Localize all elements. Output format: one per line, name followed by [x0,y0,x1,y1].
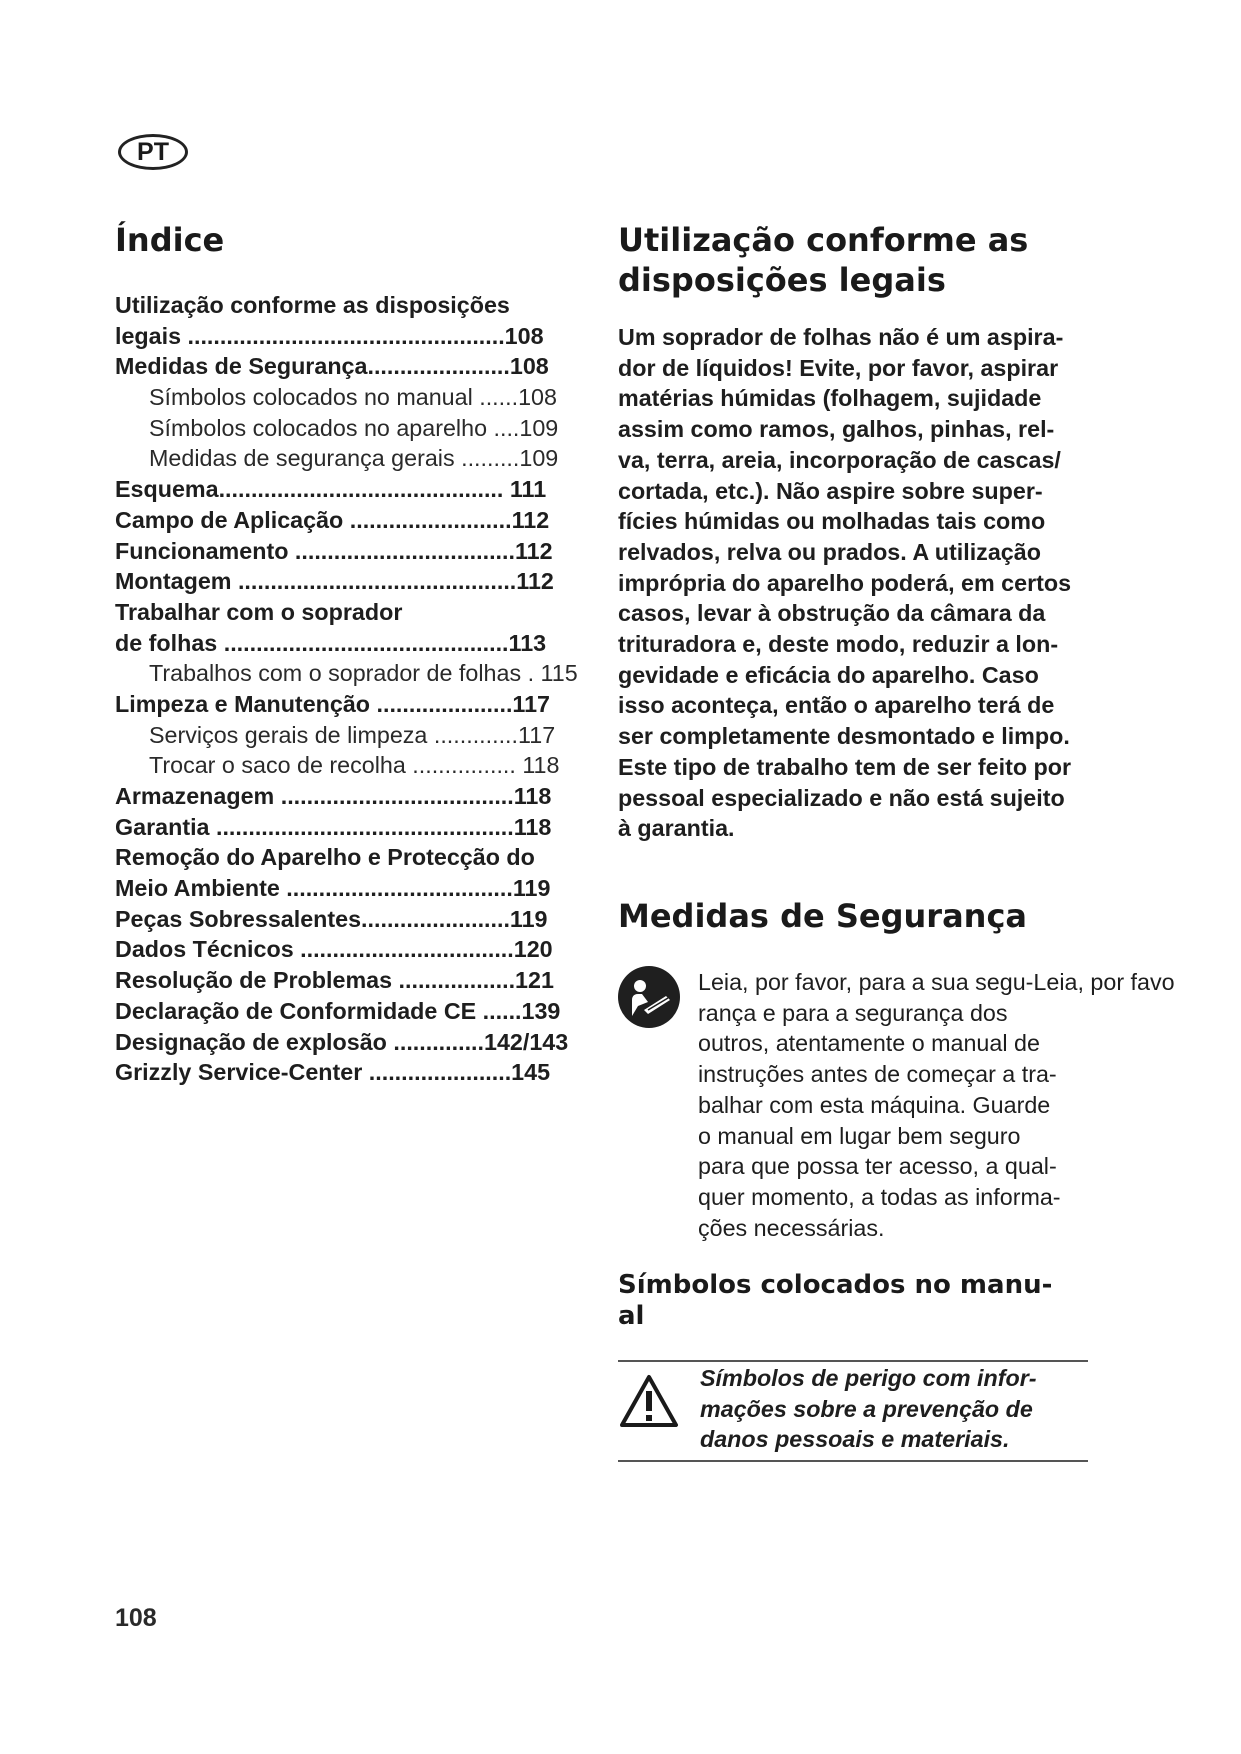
toc-entry: Peças Sobressalentes.......................119 [115,905,548,932]
toc-entry: Utilização conforme as disposições [115,292,510,318]
toc-entry: legais .................................................108 [115,322,544,349]
toc-entry: Garantia ..............................................118 [115,813,552,840]
toc-entry: Meio Ambiente ...................................119 [115,875,551,902]
toc-entry: Limpeza e Manutenção .....................117 [115,690,551,717]
text-line: para que possa ter acesso, a qual- [698,1153,1057,1180]
toc-entry: Medidas de segurança gerais .........109 [149,445,559,472]
toc-entry: Símbolos colocados no aparelho ....109 [149,414,559,441]
symbols-title: Símbolos colocados no manu- al [618,1270,1053,1331]
text-line: trituradora e, deste modo, reduzir a lon- [618,631,1059,658]
text-line: mações sobre a prevenção de [700,1395,1033,1422]
text-line: ser completamente desmontado e limpo. [618,723,1070,750]
toc-entry: Armazenagem ....................................118 [115,783,552,809]
toc-entry: Trabalhar com o soprador [115,598,403,625]
text-line: va, terra, areia, incorporação de cascas/ [618,446,1061,473]
text-line: gevidade e eficácia do aparelho. Caso [618,661,1039,688]
text-line: isso aconteça, então o aparelho terá de [618,692,1055,719]
text-line: dor de líquidos! Evite, por favor, aspirar [618,354,1059,381]
text-line: imprópria do aparelho poderá, em certos [618,569,1072,596]
text-line: Este tipo de trabalho tem de ser feito por [618,753,1072,780]
text-line: cortada, etc.). Não aspire sobre super- [618,477,1043,504]
toc-entry: Designação de explosão ..............142/143 [115,1028,569,1055]
text-line: balhar com esta máquina. Guarde [698,1091,1051,1118]
text-line: rança e para a segurança dos [698,999,1008,1026]
text-line: matérias húmidas (folhagem, sujidade [618,385,1042,412]
safety-title: Medidas de Segurança [618,897,1028,935]
text-line: Um soprador de folhas não é um aspira- [618,324,1064,350]
text-line: outros, atentamente o manual de [698,1030,1040,1057]
toc-entry: Serviços gerais de limpeza .............117 [149,721,556,748]
text-line: Símbolos de perigo com infor- [700,1365,1037,1391]
toc-entry: Remoção do Aparelho e Protecção do [115,844,535,871]
usage-title: Utilização conforme as disposições legais [618,221,1029,299]
divider-top [618,1360,1088,1362]
toc-entry: Trabalhos com o soprador de folhas . 115 [149,660,578,687]
language-badge: PT [118,134,188,170]
toc-entry: Medidas de Segurança......................108 [115,353,549,380]
toc-entry: Funcionamento ..................................112 [115,537,553,564]
text-line: fícies húmidas ou molhadas tais como [618,508,1046,535]
toc-entry: de folhas ............................................113 [115,629,547,656]
text-line: casos, levar à obstrução da câmara da [618,600,1046,627]
text-line: relvados, relva ou prados. A utilização [618,538,1041,565]
text-line: ções necessárias. [698,1214,885,1241]
toc-entry: Montagem ...........................................112 [115,568,554,595]
toc-entry: Trocar o saco de recolha ................ 118 [149,752,560,779]
usage-body [618,322,1071,844]
text-line: instruções antes de começar a tra- [698,1061,1057,1088]
text-line: Leia, por favor, para a sua segu-Leia, por favo [698,969,1175,995]
text-line: quer momento, a todas as informa- [698,1183,1061,1210]
page-number: 108 [115,1604,157,1632]
toc-entry: Símbolos colocados no manual ......108 [149,384,557,411]
toc-entry: Esquema............................................ 111 [115,476,547,503]
warning-triangle-icon [618,1373,680,1429]
toc-entry: Declaração de Conformidade CE ......139 [115,997,561,1024]
toc-entry: Campo de Aplicação .........................112 [115,506,550,533]
toc-entry: Resolução de Problemas ..................121 [115,967,554,994]
table-of-contents [115,290,615,1088]
index-title: Índice [115,221,225,259]
toc-entry: Dados Técnicos .................................120 [115,936,553,963]
warning-text [700,1363,1037,1455]
text-line: pessoal especializado e não está sujeito [618,784,1065,811]
text-line: danos pessoais e materiais. [700,1426,1010,1453]
divider-bottom [618,1460,1088,1462]
text-line: assim como ramos, galhos, pinhas, rel- [618,416,1055,443]
text-line: o manual em lugar bem seguro [698,1122,1021,1149]
text-line: à garantia. [618,815,735,842]
read-manual-icon [618,966,680,1028]
toc-entry: Grizzly Service-Center ......................145 [115,1059,551,1086]
safety-note [698,967,1175,1243]
